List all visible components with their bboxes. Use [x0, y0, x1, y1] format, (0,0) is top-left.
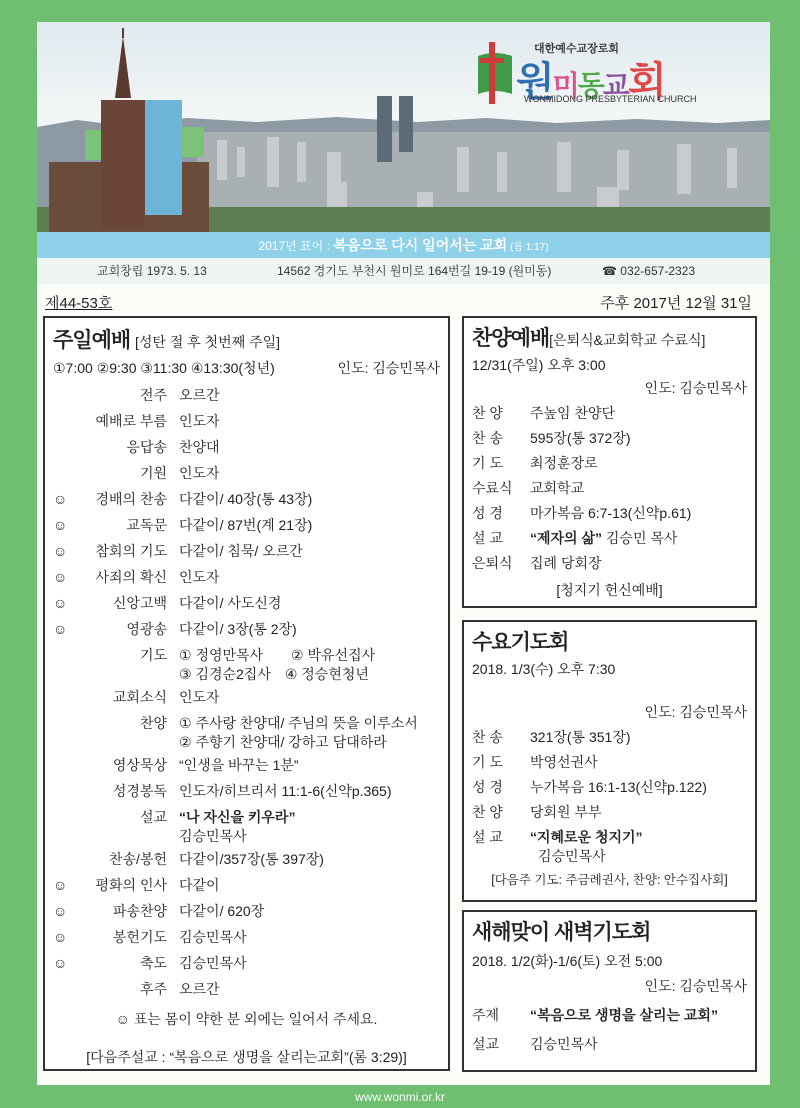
wednesday-items — [472, 728, 747, 866]
leader: 인도: 김승민목사 — [644, 380, 747, 396]
service-item-label: 성경봉독 — [112, 783, 167, 799]
service-item-value — [179, 542, 303, 561]
service-item-value — [179, 516, 312, 535]
value-line: “나 자신을 키우라” — [179, 809, 296, 825]
service-item-value — [179, 928, 247, 947]
section-title: 찬양예배 — [472, 327, 550, 350]
section-title: 수요기도회 — [472, 631, 569, 654]
stand-icon — [53, 980, 73, 999]
value-text: 김승민목사 — [530, 1036, 598, 1052]
church-info — [37, 258, 770, 284]
item-row — [472, 778, 747, 797]
value-line: 다같이/357장(통 397장) — [179, 851, 324, 867]
item-value — [530, 529, 677, 548]
stand-icon — [53, 646, 73, 684]
item-row — [472, 404, 747, 423]
service-item-label: 예배로 부름 — [95, 413, 167, 429]
leader: 인도: 김승민목사 — [644, 978, 747, 994]
stand-icon — [53, 714, 73, 752]
service-item-value — [179, 568, 220, 587]
item-label: 설교 — [472, 1036, 500, 1052]
item-label: 은퇴식 — [472, 555, 513, 571]
stand-icon: ☺ — [53, 929, 68, 945]
sunday-service-box — [43, 316, 450, 1071]
service-item-label: 응답송 — [126, 439, 167, 455]
service-row — [53, 902, 440, 921]
service-row — [53, 928, 440, 947]
value-line: 다같이/ 40장(통 43장) — [179, 491, 313, 507]
item-row — [472, 1006, 747, 1025]
dawn-when: 2018. 1/2(화)-1/6(토) 오전 5:00 — [472, 953, 663, 969]
value-line: 오르간 — [179, 981, 220, 997]
value-line: 다같이/ 87번(계 21장) — [179, 517, 313, 533]
address: 14562 경기도 부천시 원미로 164번길 19-19 (원미동) — [277, 264, 552, 278]
item-value — [530, 429, 631, 448]
logo-denomination: 대한예수교장로회 — [534, 43, 620, 55]
value-line: ① 정영만목사 ② 박유선집사 — [179, 647, 376, 663]
wednesday-footer: [다음주 기도: 주금례권사, 찬양: 안수집사회] — [491, 873, 728, 887]
website-url[interactable]: www.wonmi.or.kr — [354, 1090, 446, 1104]
item-label: 기 도 — [472, 455, 503, 471]
service-item-label: 사죄의 확신 — [95, 569, 167, 585]
stand-icon: ☺ — [53, 543, 68, 559]
service-item-value — [179, 412, 220, 431]
motto-ref: (롬 1:17) — [507, 242, 549, 253]
item-label: 찬 송 — [472, 729, 503, 745]
service-item-label: 축도 — [139, 955, 167, 971]
stand-icon: ☺ — [53, 517, 68, 533]
value-extra: 김승민목사 — [538, 848, 606, 864]
service-item-value — [179, 902, 264, 921]
motto-text: 복음으로 다시 일어서는 교회 — [333, 237, 508, 253]
service-row — [53, 782, 440, 801]
motto-banner — [37, 232, 770, 258]
item-label: 성 경 — [472, 779, 503, 795]
service-item-label: 봉헌기도 — [112, 929, 167, 945]
service-item-label: 영광송 — [126, 621, 167, 637]
service-item-label: 기원 — [139, 465, 167, 481]
stand-icon — [53, 412, 73, 431]
value-line: 인도자 — [179, 569, 220, 585]
service-item-label: 신앙고백 — [112, 595, 167, 611]
logo-english: WONMIDONG PRESBYTERIAN CHURCH — [524, 94, 697, 104]
value-text: “지혜로운 청지기” — [530, 829, 643, 845]
wednesday-when: 2018. 1/3(수) 오후 7:30 — [472, 661, 616, 677]
service-item-label: 찬양 — [139, 715, 167, 731]
service-item-value — [179, 594, 281, 613]
leader: 인도: 김승민목사 — [644, 704, 747, 720]
value-line: 인도자 — [179, 689, 220, 705]
service-item-label: 설교 — [139, 809, 167, 825]
item-value — [530, 554, 602, 573]
item-label: 찬 송 — [472, 430, 503, 446]
item-value — [530, 828, 643, 866]
service-item-value — [179, 756, 299, 775]
stand-icon — [53, 688, 73, 707]
service-row — [53, 568, 440, 587]
service-row — [53, 464, 440, 483]
value-line: 다같이/ 침묵/ 오르간 — [179, 543, 303, 559]
item-value — [530, 753, 598, 772]
issue-number: 제44-53호 — [45, 295, 113, 312]
service-row — [53, 386, 440, 405]
value-line: 김승민목사 — [179, 929, 247, 945]
logo-char: 미 — [552, 70, 578, 101]
item-row — [472, 554, 747, 573]
next-sermon: [다음주설교 : “복음으로 생명을 살리는교회”(롬 3:29)] — [86, 1049, 407, 1065]
service-item-label: 교독문 — [126, 517, 167, 533]
service-item-value — [179, 876, 220, 895]
value-line: “인생을 바꾸는 1분” — [179, 757, 299, 773]
item-value — [530, 778, 707, 797]
section-title: 주일예배 — [53, 329, 131, 352]
logo-char: 회 — [627, 60, 665, 104]
value-text: 321장(통 351장) — [530, 729, 631, 745]
sunday-title — [53, 324, 440, 354]
item-value — [530, 504, 691, 523]
praise-when: 12/31(주일) 오후 3:00 — [472, 357, 606, 373]
value-text: “복음으로 생명을 살리는 교회” — [530, 1007, 718, 1023]
item-row — [472, 828, 747, 866]
value-text: 집례 당회장 — [530, 555, 602, 571]
motto-prefix: 2017년 표어 : — [258, 239, 334, 253]
stand-icon — [53, 782, 73, 801]
service-row — [53, 756, 440, 775]
praise-items — [472, 404, 747, 573]
service-row — [53, 646, 440, 684]
service-item-label: 찬송/봉헌 — [109, 851, 167, 867]
stand-icon: ☺ — [53, 903, 68, 919]
stand-icon: ☺ — [53, 491, 68, 507]
service-row — [53, 980, 440, 999]
item-value — [530, 803, 602, 822]
value-line: 인도자/히브리서 11:1-6(신약p.365) — [179, 783, 392, 799]
stand-icon: ☺ — [53, 595, 68, 611]
item-label: 설 교 — [472, 530, 503, 546]
item-label: 주제 — [472, 1007, 500, 1023]
item-row — [472, 454, 747, 473]
value-text: 595장(통 372장) — [530, 430, 631, 446]
logo-char: 원 — [516, 60, 553, 104]
value-text: 마가복음 6:7-13(신약p.61) — [530, 505, 692, 521]
service-item-value — [179, 954, 247, 973]
item-label: 찬 양 — [472, 405, 503, 421]
item-row — [472, 803, 747, 822]
value-line: 오르간 — [179, 387, 220, 403]
item-row — [472, 504, 747, 523]
service-row — [53, 714, 440, 752]
value-extra: 김승민 목사 — [602, 530, 678, 546]
stand-icon — [53, 756, 73, 775]
value-line: 다같이/ 3장(통 2장) — [179, 621, 297, 637]
stand-icon — [53, 464, 73, 483]
service-row — [53, 876, 440, 895]
value-text: 누가복음 16:1-13(신약p.122) — [530, 779, 707, 795]
value-line: 인도자 — [179, 413, 220, 429]
praise-service-box — [462, 316, 757, 608]
item-row — [472, 1035, 747, 1054]
item-value — [530, 728, 631, 747]
value-text: “제자의 삶” — [530, 530, 602, 546]
stand-icon — [53, 808, 73, 846]
service-item-value — [179, 782, 392, 801]
section-subtitle: [은퇴식&교회학교 수료식] — [549, 332, 706, 348]
service-item-value — [179, 646, 375, 684]
service-item-value — [179, 714, 418, 752]
service-item-label: 평화의 인사 — [95, 877, 167, 893]
value-line: 찬양대 — [179, 439, 220, 455]
service-item-label: 후주 — [139, 981, 167, 997]
service-times: ①7:00 ②9:30 ③11:30 ④13:30(청년) — [53, 360, 275, 376]
stand-icon: ☺ — [53, 621, 68, 637]
stand-icon — [53, 438, 73, 457]
service-item-value — [179, 386, 220, 405]
service-item-label: 영상묵상 — [112, 757, 167, 773]
service-times-row — [53, 358, 440, 378]
service-item-label: 경배의 찬송 — [95, 491, 167, 507]
value-line: 다같이 — [179, 877, 220, 893]
service-item-value — [179, 490, 312, 509]
stand-icon — [53, 386, 73, 405]
dawn-prayer-box — [462, 910, 757, 1072]
item-row — [472, 429, 747, 448]
value-line: ③ 김경순2집사 ④ 정승현청년 — [179, 666, 369, 682]
service-item-label: 파송찬양 — [112, 903, 167, 919]
order-of-service — [53, 386, 440, 999]
service-item-value — [179, 620, 297, 639]
service-row — [53, 516, 440, 535]
stand-icon: ☺ — [53, 569, 68, 585]
item-row — [472, 529, 747, 548]
service-row — [53, 542, 440, 561]
service-item-value — [179, 850, 324, 869]
logo-char: 동 — [577, 70, 603, 101]
cross-flag-icon — [472, 42, 516, 104]
service-item-value — [179, 980, 220, 999]
item-value — [530, 454, 598, 473]
service-item-label: 전주 — [139, 387, 167, 403]
value-text: 주높임 찬양단 — [530, 405, 616, 421]
item-row — [472, 753, 747, 772]
phone: ☎ 032-657-2323 — [602, 264, 696, 278]
service-item-value — [179, 808, 295, 846]
logo-char: 교 — [602, 70, 628, 101]
value-line: 다같이/ 사도신경 — [179, 595, 282, 611]
church-logo — [472, 36, 712, 108]
item-label: 기 도 — [472, 754, 503, 770]
service-row — [53, 688, 440, 707]
stand-icon: ☺ — [53, 955, 68, 971]
service-item-label: 참회의 기도 — [95, 543, 167, 559]
service-item-value — [179, 688, 220, 707]
leader: 인도: 김승민목사 — [337, 360, 440, 376]
item-label: 수료식 — [472, 480, 513, 496]
praise-title — [472, 322, 747, 352]
service-item-value — [179, 438, 220, 457]
value-line: ② 주향기 찬양대/ 강하고 담대하라 — [179, 734, 387, 750]
item-value — [530, 404, 615, 423]
value-text: 박영선권사 — [530, 754, 598, 770]
service-row — [53, 620, 440, 639]
item-value — [530, 479, 584, 498]
service-row — [53, 808, 440, 846]
service-row — [53, 954, 440, 973]
item-row — [472, 728, 747, 747]
wednesday-prayer-box — [462, 620, 757, 902]
item-value — [530, 1035, 598, 1054]
service-row — [53, 438, 440, 457]
praise-footer: [청지기 헌신예배] — [556, 582, 663, 598]
item-label: 성 경 — [472, 505, 503, 521]
item-label: 설 교 — [472, 829, 503, 845]
stand-icon: ☺ — [53, 877, 68, 893]
service-item-value — [179, 464, 220, 483]
stand-note: ☺ 표는 몸이 약한 분 외에는 일어서 주세요. — [115, 1011, 378, 1027]
stand-icon — [53, 850, 73, 869]
value-text: 교회학교 — [530, 480, 585, 496]
value-text: 최정훈장로 — [530, 455, 598, 471]
value-line: 김승민목사 — [179, 828, 247, 844]
value-line: 인도자 — [179, 465, 220, 481]
service-row — [53, 490, 440, 509]
service-item-label: 기도 — [139, 647, 167, 663]
value-line: 김승민목사 — [179, 955, 247, 971]
bulletin-date: 주후 2017년 12월 31일 — [600, 295, 752, 312]
section-title: 새해맞이 새벽기도회 — [472, 921, 651, 944]
item-value — [530, 1006, 718, 1025]
founded-date: 교회창립 1973. 5. 13 — [97, 264, 207, 278]
value-line: ① 주사랑 찬양대/ 주님의 뜻을 이루소서 — [179, 715, 418, 731]
item-row — [472, 479, 747, 498]
item-label: 찬 양 — [472, 804, 503, 820]
value-line: 다같이/ 620장 — [179, 903, 265, 919]
service-row — [53, 594, 440, 613]
value-text: 당회원 부부 — [530, 804, 602, 820]
service-row — [53, 850, 440, 869]
dawn-items — [472, 1006, 747, 1054]
service-item-label: 교회소식 — [112, 689, 167, 705]
service-row — [53, 412, 440, 431]
section-subtitle: [성탄 절 후 첫번째 주일] — [135, 334, 281, 350]
